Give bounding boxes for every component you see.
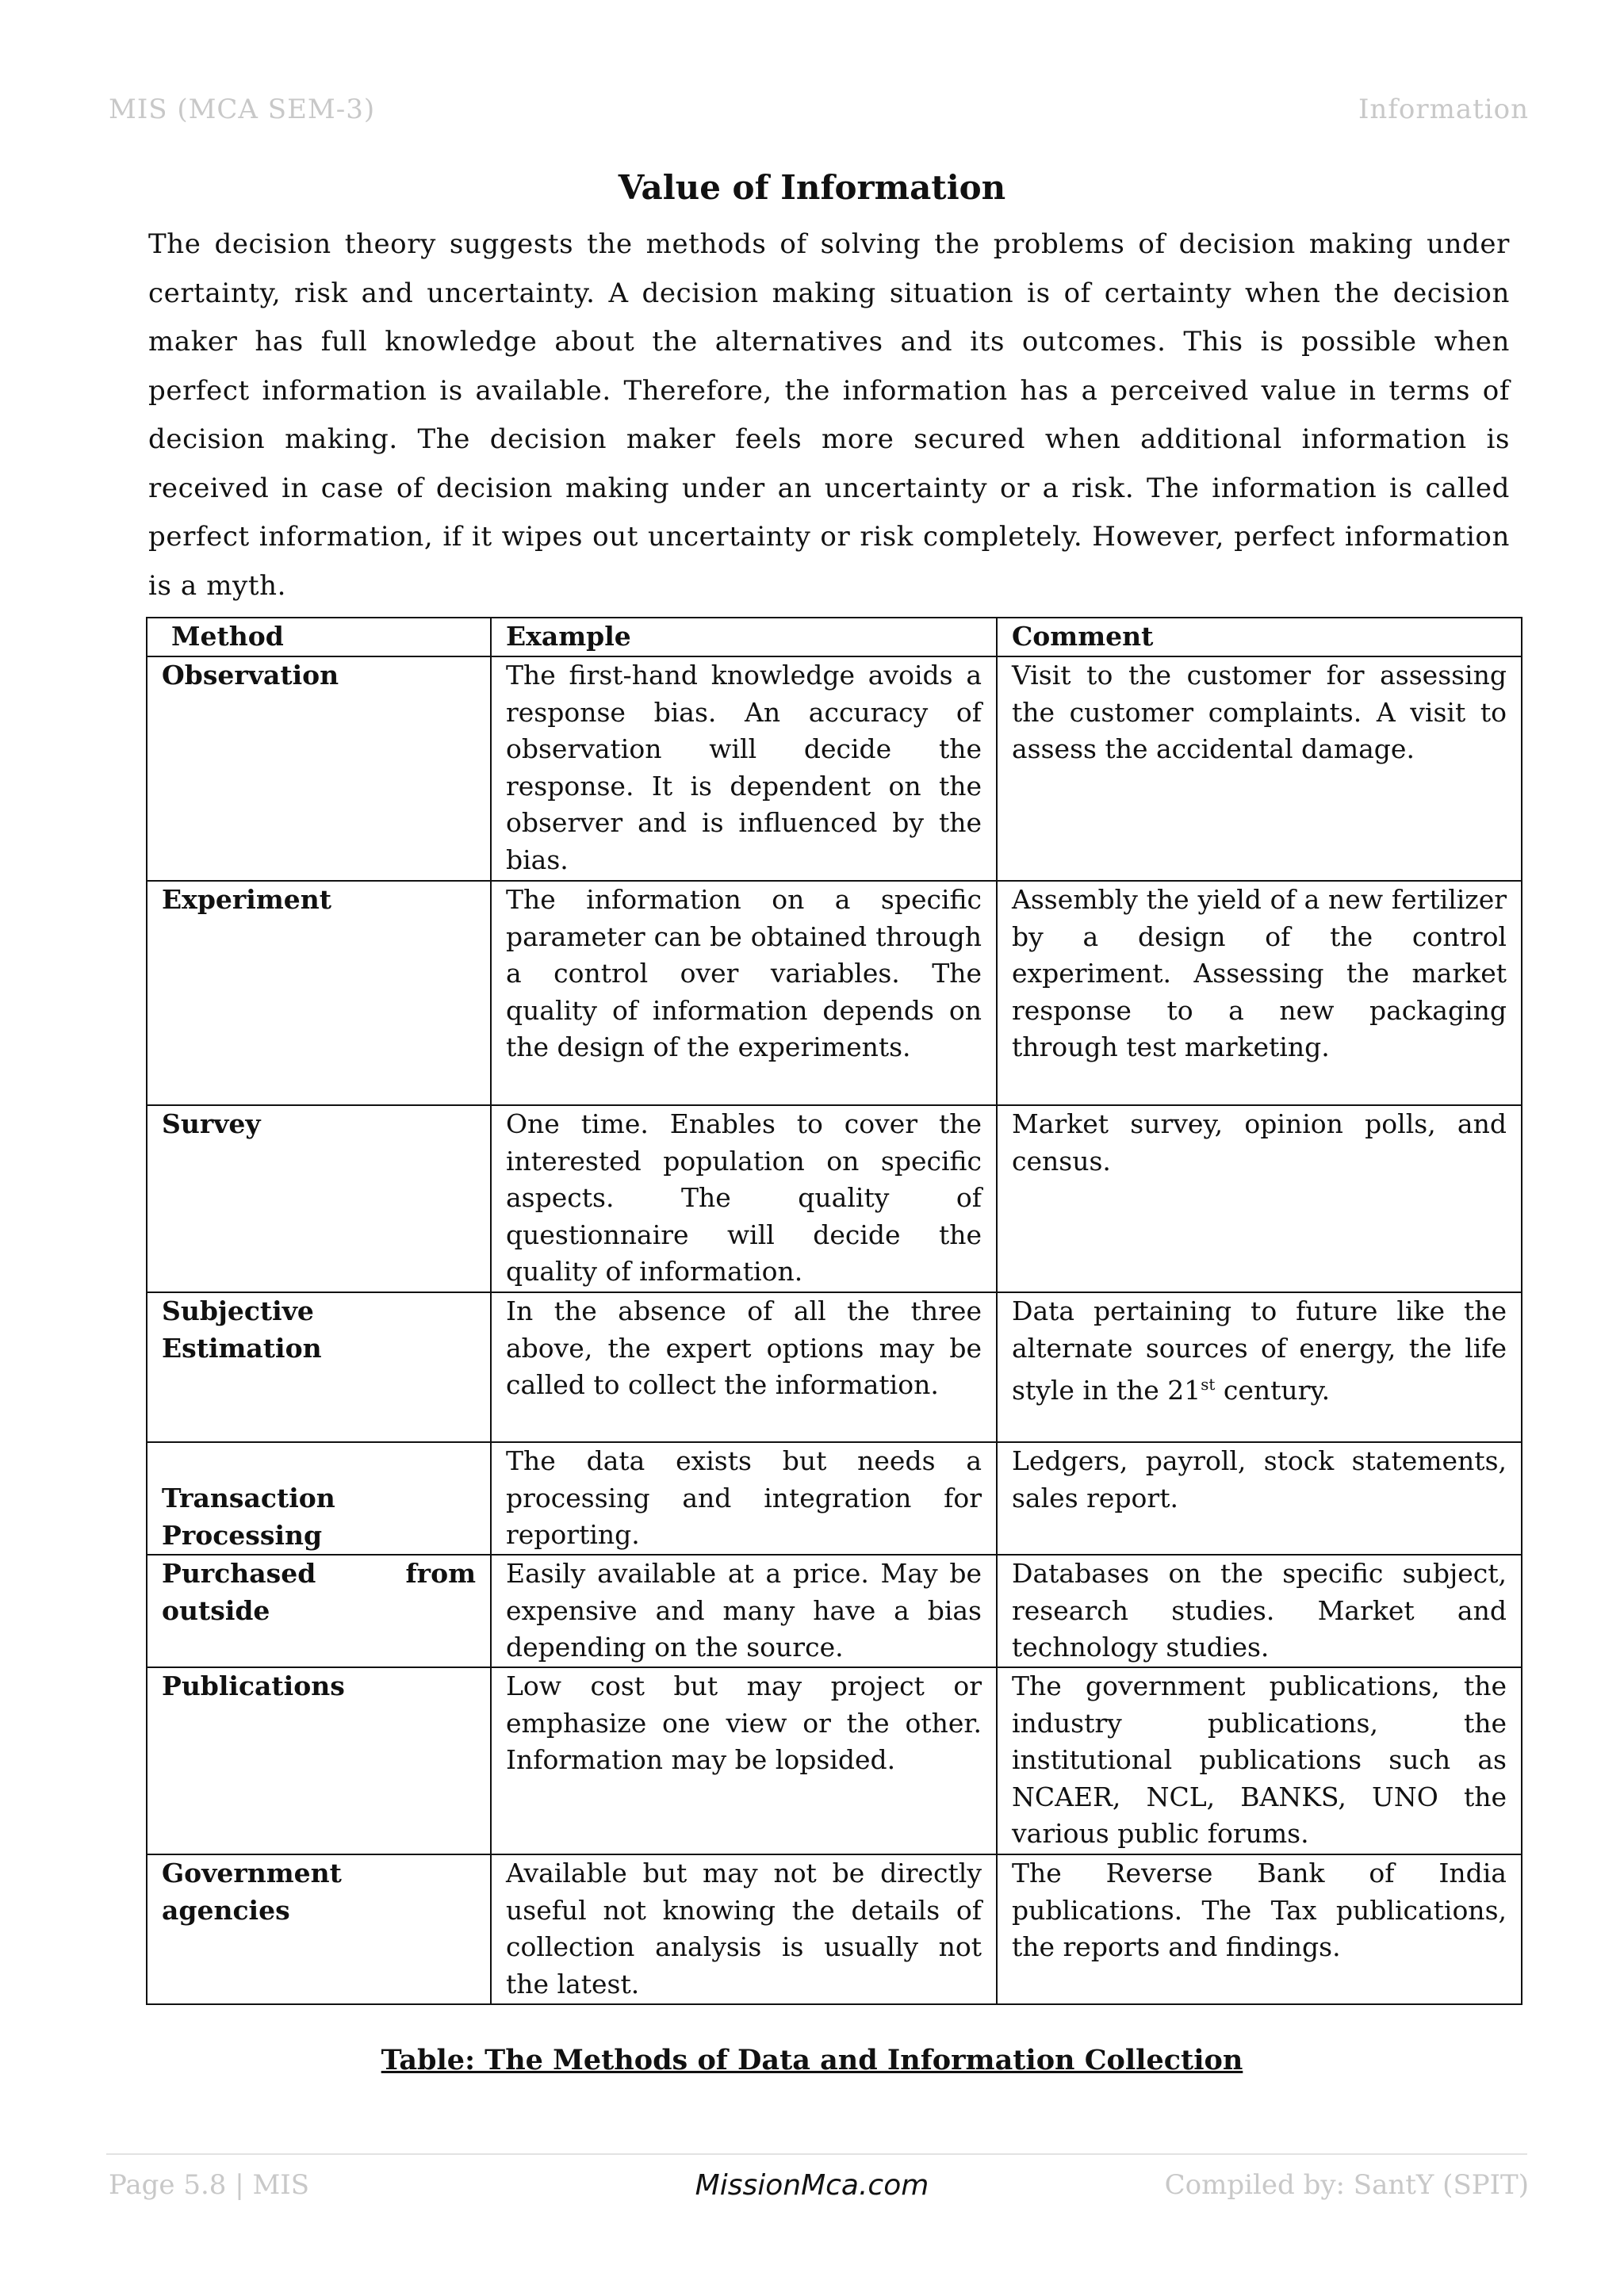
site-logo: MissionMca.com (695, 2169, 929, 2202)
comment-cell: The government publications, the industry publications, the institutional publications such as NCAER, NCL, BANKS, UNO the various public forums. (997, 1667, 1522, 1854)
method-cell: Observation (147, 656, 491, 881)
table-row (147, 881, 1522, 1105)
table-row (147, 1854, 1522, 2004)
example-cell: The data exists but needs a processing and integration for reporting. (491, 1442, 997, 1555)
table-row (147, 1292, 1522, 1442)
section-title: Value of Information (618, 168, 1006, 207)
compiled-by: Compiled by: SantY (SPIT) (1164, 2169, 1529, 2201)
comment-cell: Ledgers, payroll, stock statements, sales report. (997, 1442, 1522, 1555)
comment-cell: Market survey, opinion polls, and census. (997, 1105, 1522, 1292)
intro-paragraph: The decision theory suggests the methods of solving the problems of decision making under certainty, risk and uncertainty. A decision making situation is of certainty when the decision maker has full knowledge about the alternatives and its outcomes. This is possible when perfect information is available. Therefore, the information has a perceived value in terms of decision making. The decision maker feels more secured when additional information is received in case of decision making under an uncertainty or a risk. The information is called perfect information, if it wipes out uncertainty or risk completely. However, perfect information is a myth. (148, 228, 1510, 602)
comment-cell: Visit to the customer for assessing the customer complaints. A visit to assess the accidental damage. (997, 656, 1522, 881)
comment-cell: Assembly the yield of a new fertilizer by a design of the control experiment. Assessing the market response to a new packaging through test marketing. (997, 881, 1522, 1105)
ordinal-suffix: st (1201, 1376, 1216, 1394)
table-row (147, 1442, 1522, 1555)
example-cell: The information on a specific parameter can be obtained through a control over variables. The quality of information depends on the design of the experiments. (491, 881, 997, 1105)
example-cell: Available but may not be directly useful not knowing the details of collection analysis is usually not the latest. (491, 1854, 997, 2004)
comment-text-end: century. (1215, 1375, 1331, 1406)
example-cell: Low cost but may project or emphasize one view or the other. Information may be lopsided. (491, 1667, 997, 1854)
comment-text: Data pertaining to future like the alternate sources of energy, the life style in the 21 (1012, 1295, 1507, 1406)
header-method: Method (147, 618, 491, 656)
method-cell: Publications (147, 1667, 491, 1854)
table-row (147, 1105, 1522, 1292)
table-caption: Table: The Methods of Data and Information Collection (381, 2044, 1243, 2076)
running-header-left: MIS (MCA SEM-3) (109, 94, 376, 125)
method-cell: Survey (147, 1105, 491, 1292)
method-cell: Transaction Processing (147, 1442, 491, 1555)
method-cell: Subjective Estimation (147, 1292, 491, 1442)
methods-table (146, 617, 1522, 2005)
page-number: Page 5.8 | MIS (109, 2169, 309, 2201)
comment-cell (997, 1292, 1522, 1442)
method-cell: Experiment (147, 881, 491, 1105)
example-cell: The first-hand knowledge avoids a response bias. An accuracy of observation will decide the response. It is dependent on the observer and is influenced by the bias. (491, 656, 997, 881)
example-cell: Easily available at a price. May be expensive and many have a bias depending on the source. (491, 1555, 997, 1667)
comment-cell: The Reverse Bank of India publications. The Tax publications, the reports and findings. (997, 1854, 1522, 2004)
footer-divider (106, 2153, 1527, 2155)
method-cell: Purchased from outside (147, 1555, 491, 1667)
table-row (147, 1667, 1522, 1854)
comment-cell: Databases on the specific subject, research studies. Market and technology studies. (997, 1555, 1522, 1667)
header-example: Example (491, 618, 997, 656)
running-header-right: Information (1358, 94, 1529, 125)
table-row (147, 1555, 1522, 1667)
example-cell: One time. Enables to cover the interested population on specific aspects. The quality of questionnaire will decide the quality of information. (491, 1105, 997, 1292)
method-cell: Government agencies (147, 1854, 491, 2004)
table-header-row (147, 618, 1522, 656)
header-comment: Comment (997, 618, 1522, 656)
table-row (147, 656, 1522, 881)
example-cell: In the absence of all the three above, the expert options may be called to collect the information. (491, 1292, 997, 1442)
